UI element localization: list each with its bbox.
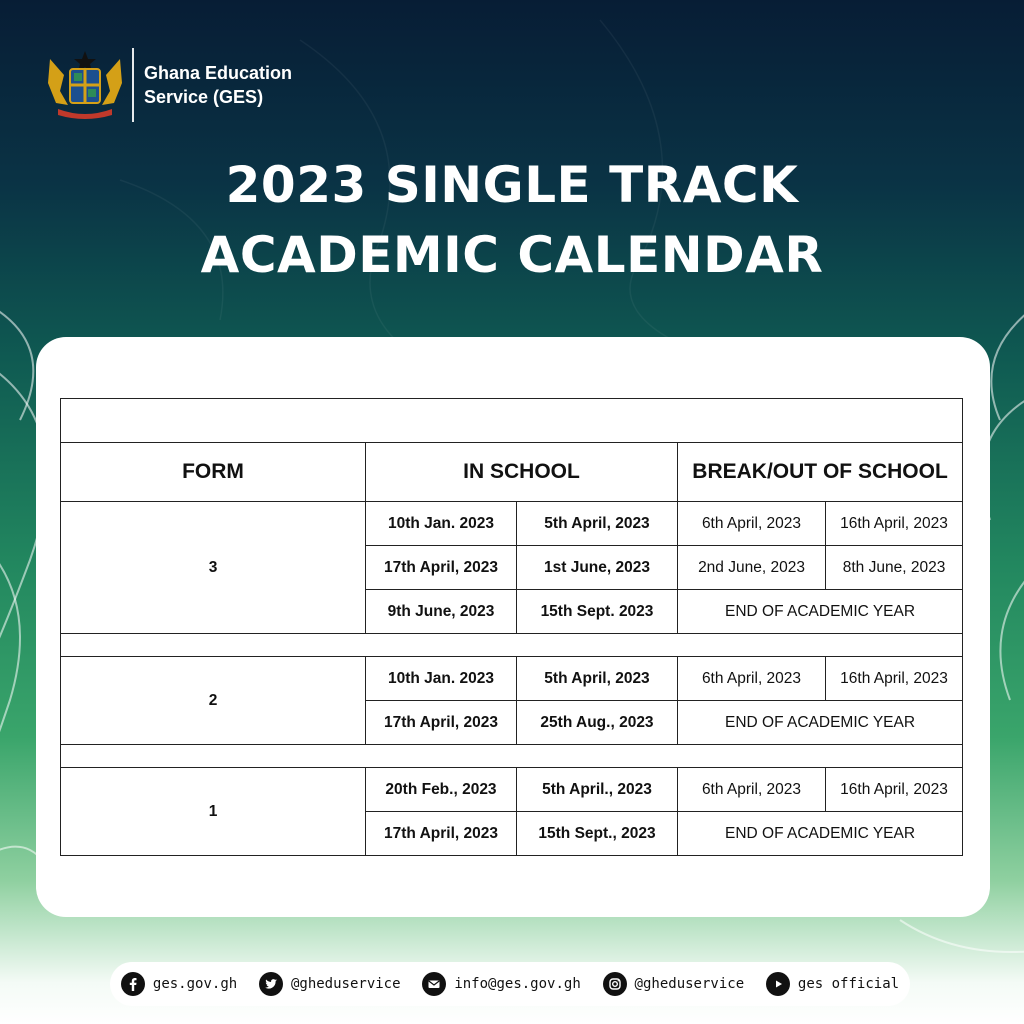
table-spacer-row — [61, 634, 963, 657]
twitter-icon — [259, 972, 283, 996]
organization-name-line1: Ghana Education — [144, 63, 293, 83]
in-school-start: 17th April, 2023 — [366, 701, 517, 745]
in-school-start: 10th Jan. 2023 — [366, 657, 517, 701]
in-school-end: 5th April, 2023 — [517, 502, 678, 546]
end-of-year-note: END OF ACADEMIC YEAR — [678, 701, 963, 745]
header-form: FORM — [61, 443, 366, 502]
footer-item-email[interactable] — [422, 972, 580, 996]
footer-youtube-text: ges official — [797, 976, 900, 992]
header-break: BREAK/OUT OF SCHOOL — [678, 443, 963, 502]
page-title — [0, 150, 1024, 290]
form-number: 2 — [61, 657, 366, 745]
break-end: 16th April, 2023 — [826, 768, 963, 812]
in-school-start: 9th June, 2023 — [366, 590, 517, 634]
in-school-end: 5th April, 2023 — [517, 657, 678, 701]
header-in-school: IN SCHOOL — [366, 443, 678, 502]
in-school-end: 5th April., 2023 — [517, 768, 678, 812]
break-end: 8th June, 2023 — [826, 546, 963, 590]
instagram-icon — [603, 972, 627, 996]
break-end: 16th April, 2023 — [826, 657, 963, 701]
in-school-start: 10th Jan. 2023 — [366, 502, 517, 546]
in-school-end: 25th Aug., 2023 — [517, 701, 678, 745]
table-top-blank-row — [61, 399, 963, 443]
in-school-start: 20th Feb., 2023 — [366, 768, 517, 812]
brand-block — [42, 48, 294, 122]
organization-name-line2: Service (GES) — [144, 87, 264, 107]
facebook-icon — [121, 972, 145, 996]
in-school-start: 17th April, 2023 — [366, 812, 517, 856]
email-icon — [422, 972, 446, 996]
end-of-year-note: END OF ACADEMIC YEAR — [678, 590, 963, 634]
break-start: 6th April, 2023 — [678, 657, 826, 701]
footer-item-twitter[interactable] — [259, 972, 401, 996]
footer-item-instagram[interactable] — [603, 972, 745, 996]
footer-email-text: info@ges.gov.gh — [454, 976, 581, 992]
footer-instagram-text: @gheduservice — [634, 976, 745, 992]
coat-of-arms-logo — [42, 49, 128, 121]
contact-footer — [110, 962, 910, 1006]
brand-divider — [132, 48, 134, 122]
footer-twitter-text: @gheduservice — [290, 976, 401, 992]
in-school-end: 1st June, 2023 — [517, 546, 678, 590]
table-row — [61, 657, 963, 701]
title-line2: ACADEMIC CALENDAR — [200, 226, 824, 284]
break-start: 2nd June, 2023 — [678, 546, 826, 590]
break-start: 6th April, 2023 — [678, 502, 826, 546]
footer-website-text: ges.gov.gh — [152, 976, 238, 992]
table-header-row — [61, 443, 963, 502]
form-number: 1 — [61, 768, 366, 856]
organization-name — [144, 61, 294, 109]
in-school-end: 15th Sept., 2023 — [517, 812, 678, 856]
break-start: 6th April, 2023 — [678, 768, 826, 812]
table-spacer-row — [61, 745, 963, 768]
title-line1: 2023 SINGLE TRACK — [225, 156, 799, 214]
form-number: 3 — [61, 502, 366, 634]
end-of-year-note: END OF ACADEMIC YEAR — [678, 812, 963, 856]
youtube-icon — [766, 972, 790, 996]
break-end: 16th April, 2023 — [826, 502, 963, 546]
academic-calendar-table — [60, 398, 963, 856]
table-row — [61, 768, 963, 812]
footer-item-website[interactable] — [121, 972, 237, 996]
table-row — [61, 502, 963, 546]
footer-item-youtube[interactable] — [766, 972, 899, 996]
in-school-start: 17th April, 2023 — [366, 546, 517, 590]
in-school-end: 15th Sept. 2023 — [517, 590, 678, 634]
